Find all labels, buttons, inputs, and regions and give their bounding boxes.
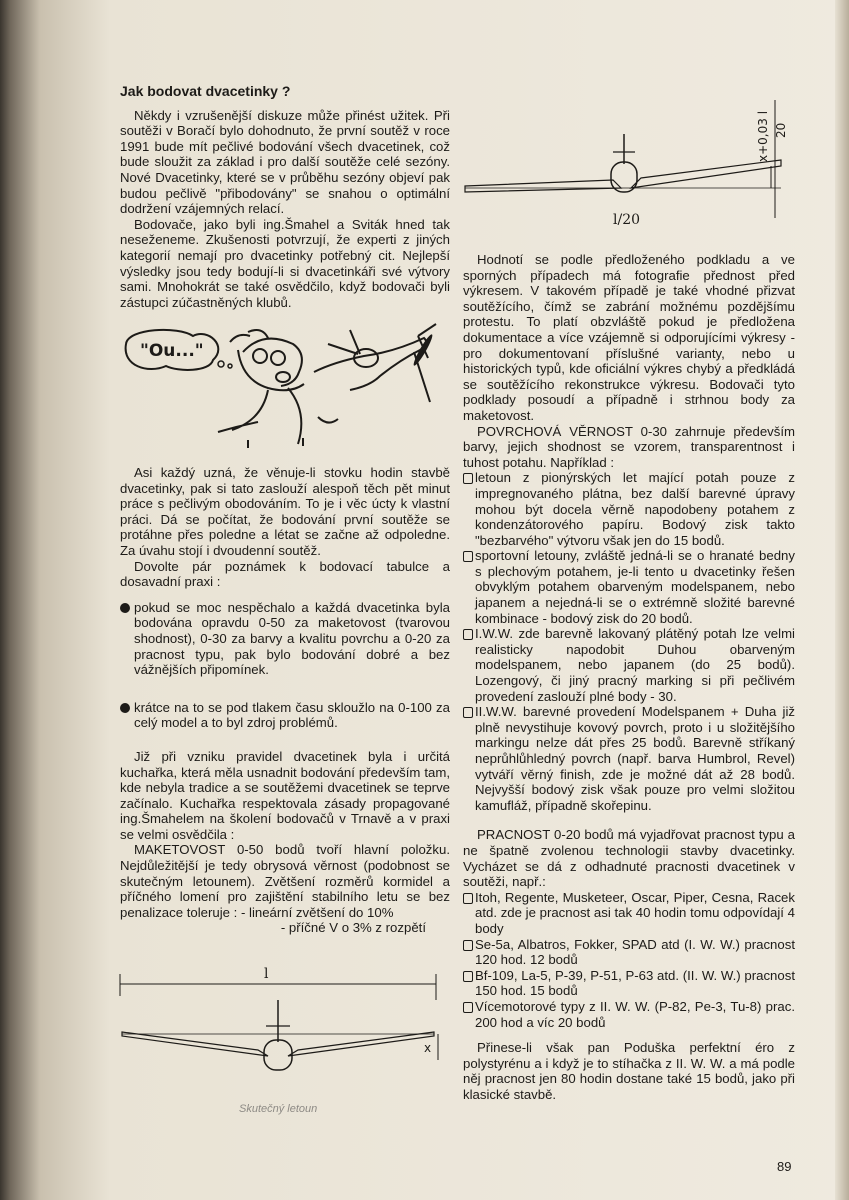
right-paragraph-1: Hodnotí se podle předloženého podkladu a ve sporných případech má fotografie přednost před výkresem. V takovém případě je také vhodné přizvat soutěžícího, čímž se zabrání možnému pozdějšímu protestu. To platí obzvláště pokud je předložena dokumentace a více vzájemně si odporujícími výkresy - pro dokumentovaní příslušné varianty, nebo u historických typů, kde oficiální výkres chybý a předkládá se soutěžícího rekonstrukce výkresu. Bodovači tyto podklady posoudí a případně i strhnou body za maketovost.	[463, 252, 795, 423]
list-item-ww1	[463, 626, 795, 704]
checkbox-square-icon	[463, 940, 473, 951]
figure2-span-label: l/20	[613, 212, 641, 228]
checkbox-square-icon	[463, 629, 473, 640]
list-item-ww2	[463, 704, 795, 813]
left-paragraph-6: MAKETOVOST 0-50 bodů tvoří hlavní položku. Nejdůležitější je tedy obrysová věrnost (podobnost se skutečným letounem). Zvětšení rozměrů kormidel a příčného lomení pro zajištění stabilního letu se bez penalizace toleruje : - lineární zvětšení do 10%	[120, 842, 450, 920]
checkbox-square-icon	[463, 971, 473, 982]
left-column-lower	[120, 465, 450, 936]
page-number: 89	[777, 1159, 792, 1174]
figure-real-aircraft	[118, 960, 458, 1100]
checkbox-square-icon	[463, 707, 473, 718]
list-item-pioneer-text: letoun z pionýrských let mající potah pouze z impregnovaného plátna, bez další barevné úpravy mohou být docela věrně napodobeny potahem z kondenzátorového papíru. Bodový zisk takto "bezbarvého" výtvoru však jen do 15 bodů.	[475, 470, 795, 548]
list-item-biplane	[463, 937, 795, 968]
bullet-dot-icon	[120, 603, 130, 613]
left-paragraph-1: Někdy i vzrušenější diskuze může přinést užitek. Při soutěži v Boračí bylo dohodnuto, že první soutěž v roce 1991 bude mít pečlivé bodování všech dvacetinek, což bude sloužit za základ i pro další soutěže celé sezóny. Nové Dvacetinky, které se v průběhu sezóny objeví pak budou pečlivě "přibodovány" se snahou o optimální dodržení vzájemných relací.	[120, 107, 450, 217]
checkbox-square-icon	[463, 1002, 473, 1013]
list-item-multiengine	[463, 999, 795, 1030]
left-column	[120, 84, 450, 310]
list-item-fighter	[463, 968, 795, 999]
list-item-sport	[463, 548, 795, 626]
checkbox-square-icon	[463, 473, 473, 484]
figure1-caption: Skutečný letoun	[239, 1103, 318, 1115]
bullet-dot-icon	[120, 703, 130, 713]
figure1-span-label: l	[264, 966, 269, 982]
article-heading: Jak bodovat dvacetinky ?	[120, 83, 291, 99]
list-item-multiengine-text: Vícemotorové typy z II. W. W. (P-82, Pe-3, Tu-8) prac. 200 hod a víc 20 bodů	[475, 998, 795, 1030]
bullet-item-1	[120, 600, 450, 678]
right-column	[463, 252, 795, 1102]
right-paragraph-4: Přinese-li však pan Poduška perfektní éro z polystyrénu a i když je to stíhačka z II. W. W. a má podle něj pracnost jen 80 hodin dostane také 15 bodů, jako při klasické stavbě.	[463, 1040, 795, 1102]
figure2-fraction-label: 20	[774, 122, 788, 138]
list-item-ww1-text: I.W.W. zde barevně lakovaný plátěný potah lze velmi realisticky napodobit Duhou obarveným modelspanem, nebo japanem (do 25 bodů). Lozengový, či jiný pracný marking si při pečlivém provedení zaslouží plné body - 30.	[475, 626, 795, 704]
list-item-fighter-text: Bf-109, La-5, P-39, P-51, P-63 atd. (II. W. W.) pracnost 150 hod. 15 bodů	[475, 967, 795, 999]
figure1-dihedral-label: x	[424, 1041, 432, 1055]
left-paragraph-5: Již při vzniku pravidel dvacetinek byla i určitá kuchařka, která měla usnadnit bodování především tam, kde nebyla tradice a se soutěžemi dvacetinek se teprve začínalo. Kuchařka respektovala zásady propagované ing.Šmahelem na školení bodovačů v Trnavě a v praxi se velmi osvědčila :	[120, 748, 450, 842]
bullet-text-2: krátce na to se pod tlakem času skloužlo na 0-100 za celý model a to byl zdroj problémů.	[134, 699, 450, 731]
checkbox-square-icon	[463, 551, 473, 562]
right-paragraph-3: PRACNOST 0-20 bodů má vyjadřovat pracnost typu a ne špatně zvolenou technologii stavby dvacetinky. Vycházet se dá z odhadnuté pracnosti dvacetinek v soutěži, např.:	[463, 827, 795, 890]
list-item-ww2-text: II.W.W. barevné provedení Modelspanem + Duha již plně nevystihuje kovový povrch, proto i u složitějšího markingu nelze dát přes 25 bodů. Barevně stříkaný neprůhlůhledný povrch (např. barva Humbrol, Revel) vytváří věrný finish, zde je možné dát až 28 bodů. Nejvyšší bodový zisk však pouze pro velmi složitou kamufláž, případně skořepinu.	[475, 704, 795, 813]
list-item-sport-text: sportovní letouny, zvláště jedná-li se o hranaté bedny s plechovým potahem, je-li tento u dvacetinky řešen obvyklým potahem obarveným modelspanem, nebo japanem a nejedná-li se o extrémně složité barevné kombinace - bodový zisk do 20 bodů.	[475, 548, 795, 626]
left-paragraph-3: Asi každý uzná, že věnuje-li stovku hodin stavbě dvacetinky, pak si tato zaslouží alespoň těch pět minut práce s pečlivým obodováním. To je i věc úcty k vlastní práci. Dá se počítat, že bodování první soutěže se protáhne přes poledne a létat se začne až odpoledne. Za úvahu stojí i dvoudenní soutěž.	[120, 465, 450, 558]
figure-model-aircraft	[463, 100, 803, 230]
page-edge	[835, 0, 849, 1200]
list-item-pioneer	[463, 470, 795, 548]
cartoon-illustration	[118, 322, 453, 452]
checkbox-square-icon	[463, 893, 473, 904]
bullet-text-1: pokud se moc nespěchalo a každá dvacetinka byla bodována opravdu 0-50 za maketovost (tvarovou shodnost), 0-30 za barvy a kvalitu povrchu a 0-20 za pracnost typu, pak bylo bodování dobré a bez vážnějších připomínek.	[134, 599, 450, 678]
list-item-light-text: Itoh, Regente, Musketeer, Oscar, Piper, Cesna, Racek atd. zde je pracnost asi tak 40 hodin tomu odpovídají 4 body	[475, 889, 795, 936]
left-paragraph-4: Dovolte pár poznámek k bodovací tabulce a dosavadní praxi :	[120, 558, 450, 590]
figure2-dihedral-label: x+0,03 l	[756, 110, 770, 162]
list-item-light	[463, 890, 795, 937]
right-paragraph-2: POVRCHOVÁ VĚRNOST 0-30 zahrnuje především barvy, jejich shodnost se vzorem, transparentnost i tuhost potahu. Například :	[463, 423, 795, 470]
left-paragraph-6b: - příčné V o 3% z rozpětí	[280, 920, 426, 936]
bullet-item-2	[120, 700, 450, 731]
cartoon-speech-text: "Ou..."	[140, 341, 204, 361]
left-paragraph-2: Bodovače, jako byli ing.Šmahel a Sviták hned tak neseženeme. Zkušenosti potvrzují, že experti z jiných kategorií nemají pro dvacetinky potřebný cit. Nejlepší výsledky jsou tedy bodují-li si dvacetinkáři své výtvory sami. Mnohokrát se také osvědčilo, když bodovači byli zástupci zúčastněných klubů.	[120, 216, 450, 310]
list-item-biplane-text: Se-5a, Albatros, Fokker, SPAD atd (I. W. W.) pracnost 120 hod. 12 bodů	[475, 936, 795, 968]
